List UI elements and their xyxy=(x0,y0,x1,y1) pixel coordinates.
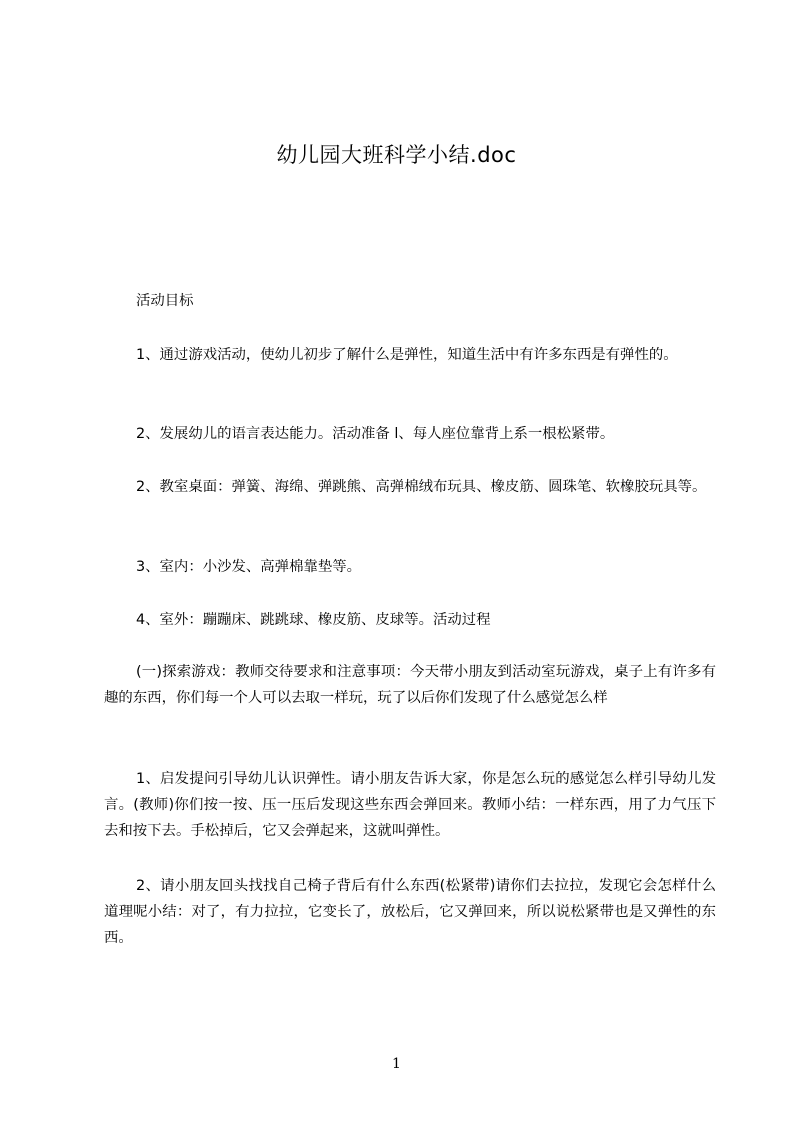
paragraph-exploration-game: (一)探索游戏：教师交待要求和注意事项：今天带小朋友到活动室玩游戏，桌子上有许多有趣的东西，你们每一个人可以去取一样玩，玩了以后你们发现了什么感觉怎么样 xyxy=(104,664,716,706)
document-title: 幼儿园大班科学小结.doc xyxy=(276,143,517,167)
paragraph-preparation-3: 3、室内：小沙发、高弹棉靠垫等。 xyxy=(136,559,362,575)
paragraph-preparation-2: 2、教室桌面：弹簧、海绵、弹跳熊、高弹棉绒布玩具、橡皮筋、圆珠笔、软橡胶玩具等。 xyxy=(136,479,707,495)
paragraph-preparation-4: 4、室外：蹦蹦床、跳跳球、橡皮筋、皮球等。活动过程 xyxy=(136,612,491,628)
paragraph-step-1: 1、启发提问引导幼儿认识弹性。请小朋友告诉大家，你是怎么玩的感觉怎么样引导幼儿发言。(教师)你们按一按、压一压后发现这些东西会弹回来。教师小结：一样东西，用了力气压下去和按下去。手松掉后，它又会弹起来，这就叫弹性。 xyxy=(104,771,716,839)
page-number: 1 xyxy=(392,1056,401,1072)
section-heading-activity-goals: 活动目标 xyxy=(136,293,194,309)
paragraph-step-2: 2、请小朋友回头找找自己椅子背后有什么东西(松紧带)请你们去拉拉，发现它会怎样什么道理呢小结：对了，有力拉拉，它变长了，放松后，它又弹回来，所以说松紧带也是又弹性的东西。 xyxy=(104,878,716,946)
paragraph-goal-2: 2、发展幼儿的语言表达能力。活动准备 l、每人座位靠背上系一根松紧带。 xyxy=(136,426,615,442)
paragraph-goal-1: 1、通过游戏活动，使幼儿初步了解什么是弹性，知道生活中有许多东西是有弹性的。 xyxy=(136,347,678,363)
